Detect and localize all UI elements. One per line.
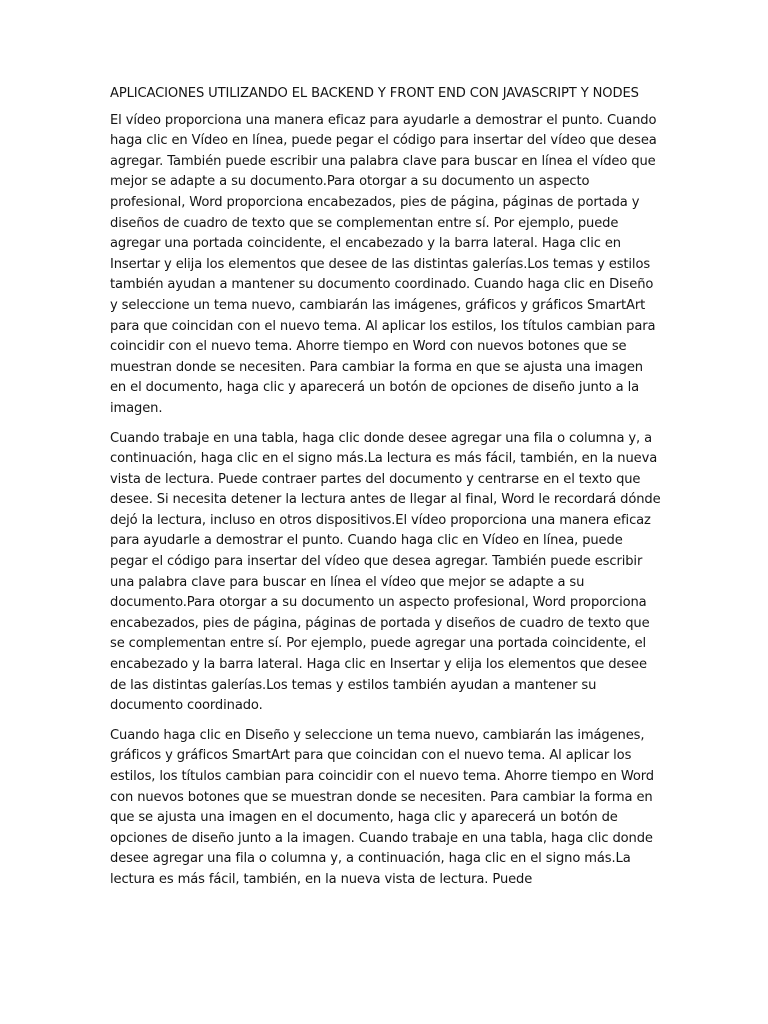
paragraph-1: El vídeo proporciona una manera eficaz para ayudarle a demostrar el punto. Cuando haga clic en Vídeo en línea, puede pegar el código para insertar del vídeo que desea agregar. También puede escribir una palabra clave para buscar en línea el vídeo que mejor se adapte a su documento.Para otorgar a su documento un aspecto profesional, Word proporciona encabezados, pies de página, páginas de portada y diseños de cuadro de texto que se complementan entre sí. Por ejemplo, puede agregar una portada coincidente, el encabezado y la barra lateral. Haga clic en Insertar y elija los elementos que desee de las distintas galerías.Los temas y estilos también ayudan a mantener su documento coordinado. Cuando haga clic en Diseño y seleccione un tema nuevo, cambiarán las imágenes, gráficos y gráficos SmartArt para que coincidan con el nuevo tema. Al aplicar los estilos, los títulos cambian para coincidir con el nuevo tema. Ahorre tiempo en Word con nuevos botones que se muestran donde se necesiten. Para cambiar la forma en que se ajusta una imagen en el documento, haga clic y aparecerá un botón de opciones de diseño junto a la imagen.: [110, 112, 657, 416]
paragraph-2: Cuando trabaje en una tabla, haga clic donde desee agregar una fila o columna y, a continuación, haga clic en el signo más.La lectura es más fácil, también, en la nueva vista de lectura. Puede contraer partes del documento y centrarse en el texto que desee. Si necesita detener la lectura antes de llegar al final, Word le recordará dónde dejó la lectura, incluso en otros dispositivos.El vídeo proporciona una manera eficaz para ayudarle a demostrar el punto. Cuando haga clic en Vídeo en línea, puede pegar el código para insertar del vídeo que desea agregar. También puede escribir una palabra clave para buscar en línea el vídeo que mejor se adapte a su documento.Para otorgar a su documento un aspecto profesional, Word proporciona encabezados, pies de página, páginas de portada y diseños de cuadro de texto que se complementan entre sí. Por ejemplo, puede agregar una portada coincidente, el encabezado y la barra lateral. Haga clic en Insertar y elija los elementos que desee de las distintas galerías.Los temas y estilos también ayudan a mantener su documento coordinado.: [110, 430, 661, 714]
document-title: APLICACIONES UTILIZANDO EL BACKEND Y FRONT END CON JAVASCRIPT Y NODES: [110, 86, 639, 101]
document-body: [110, 84, 662, 900]
paragraph-3: Cuando haga clic en Diseño y seleccione un tema nuevo, cambiarán las imágenes, gráficos y gráficos SmartArt para que coincidan con el nuevo tema. Al aplicar los estilos, los títulos cambian para coincidir con el nuevo tema. Ahorre tiempo en Word con nuevos botones que se muestran donde se necesiten. Para cambiar la forma en que se ajusta una imagen en el documento, haga clic y aparecerá un botón de opciones de diseño junto a la imagen. Cuando trabaje en una tabla, haga clic donde desee agregar una fila o columna y, a continuación, haga clic en el signo más.La lectura es más fácil, también, en la nueva vista de lectura. Puede: [110, 727, 654, 887]
